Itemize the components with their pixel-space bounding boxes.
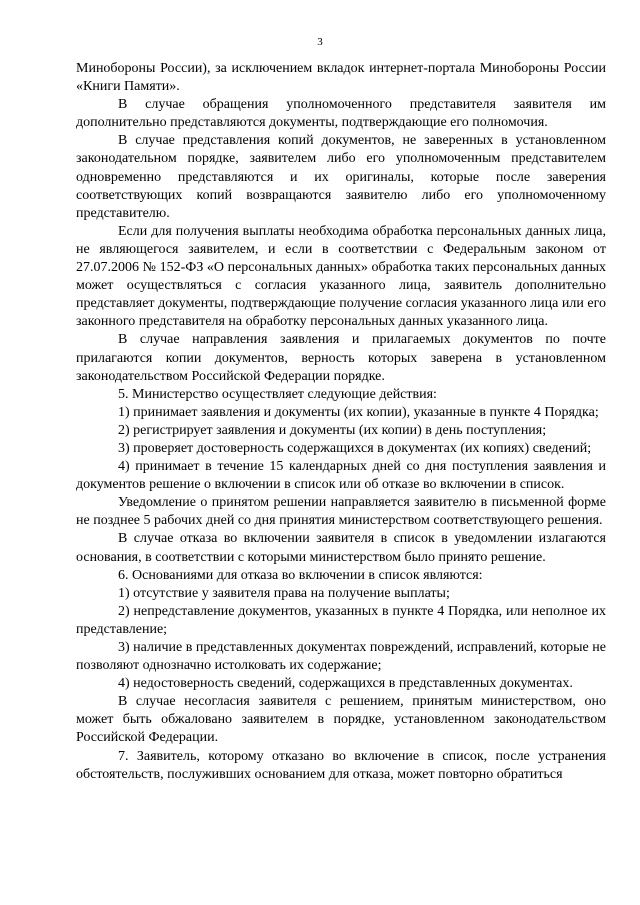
paragraph: В случае представления копий документов, не заверенных в установленном законодательном порядке, заявителем либо его уполномоченным представителем одновременно представляются и их оригиналы, которые после заверения соответствующих копий возвращаются заявителю либо его уполномоченному представителю. xyxy=(76,133,606,221)
paragraph: В случае несогласия заявителя с решением, принятым министерством, оно может быть обжаловано заявителем в порядке, установленном законодательством Российской Федерации. xyxy=(76,694,606,746)
paragraph: Если для получения выплаты необходима обработка персональных данных лица, не являющегося заявителем, и если в соответствии с Федеральным законом от 27.07.2006 № 152-ФЗ «О персональных данных» обработка таких персональных данных может осуществляться с согласия указанного лица, заявитель дополнительно представляет документы, подтверждающие получение согласия указанного лица или его законного представителя на обработку персональных данных указанного лица. xyxy=(76,223,606,330)
paragraph: В случае обращения уполномоченного представителя заявителя им дополнительно представляются документы, подтверждающие его полномочия. xyxy=(76,97,606,131)
paragraph: В случае направления заявления и прилагаемых документов по почте прилагаются копии документов, верность которых заверена в установленном законодательством Российской Федерации порядке. xyxy=(76,332,606,384)
list-item: 2) непредставление документов, указанных в пункте 4 Порядка, или неполное их представление; xyxy=(76,603,606,637)
list-item: 1) отсутствие у заявителя права на получение выплаты; xyxy=(118,585,450,601)
list-item: 1) принимает заявления и документы (их копии), указанные в пункте 4 Порядка; xyxy=(118,404,599,420)
paragraph: В случае отказа во включении заявителя в список в уведомлении излагаются основания, в соответствии с которыми министерством было принято решение. xyxy=(76,531,606,565)
paragraph: Уведомление о принятом решении направляется заявителю в письменной форме не позднее 5 рабочих дней со дня принятия министерством соответствующего решения. xyxy=(76,495,606,529)
page-number: 3 xyxy=(317,36,323,48)
paragraph: 5. Министерство осуществляет следующие действия: xyxy=(118,386,437,402)
paragraph: Минобороны России), за исключением вкладок интернет-портала Минобороны России «Книги Памяти». xyxy=(76,61,606,95)
list-item: 2) регистрирует заявления и документы (их копии) в день поступления; xyxy=(118,422,547,438)
paragraph: 6. Основаниями для отказа во включении в список являются: xyxy=(118,567,483,583)
list-item: 3) наличие в представленных документах повреждений, исправлений, которые не позволяют однозначно истолковать их содержание; xyxy=(76,640,606,674)
list-item: 3) проверяет достоверность содержащихся в документах (их копиях) сведений; xyxy=(118,440,592,456)
document-body xyxy=(76,60,606,784)
list-item: 4) принимает в течение 15 календарных дней со дня поступления заявления и документов решение о включении в список или об отказе во включении в список. xyxy=(76,459,606,493)
paragraph: 7. Заявитель, которому отказано во включение в список, после устранения обстоятельств, послуживших основанием для отказа, может повторно обратиться xyxy=(76,748,606,782)
list-item: 4) недостоверность сведений, содержащихся в представленных документах. xyxy=(118,676,573,692)
